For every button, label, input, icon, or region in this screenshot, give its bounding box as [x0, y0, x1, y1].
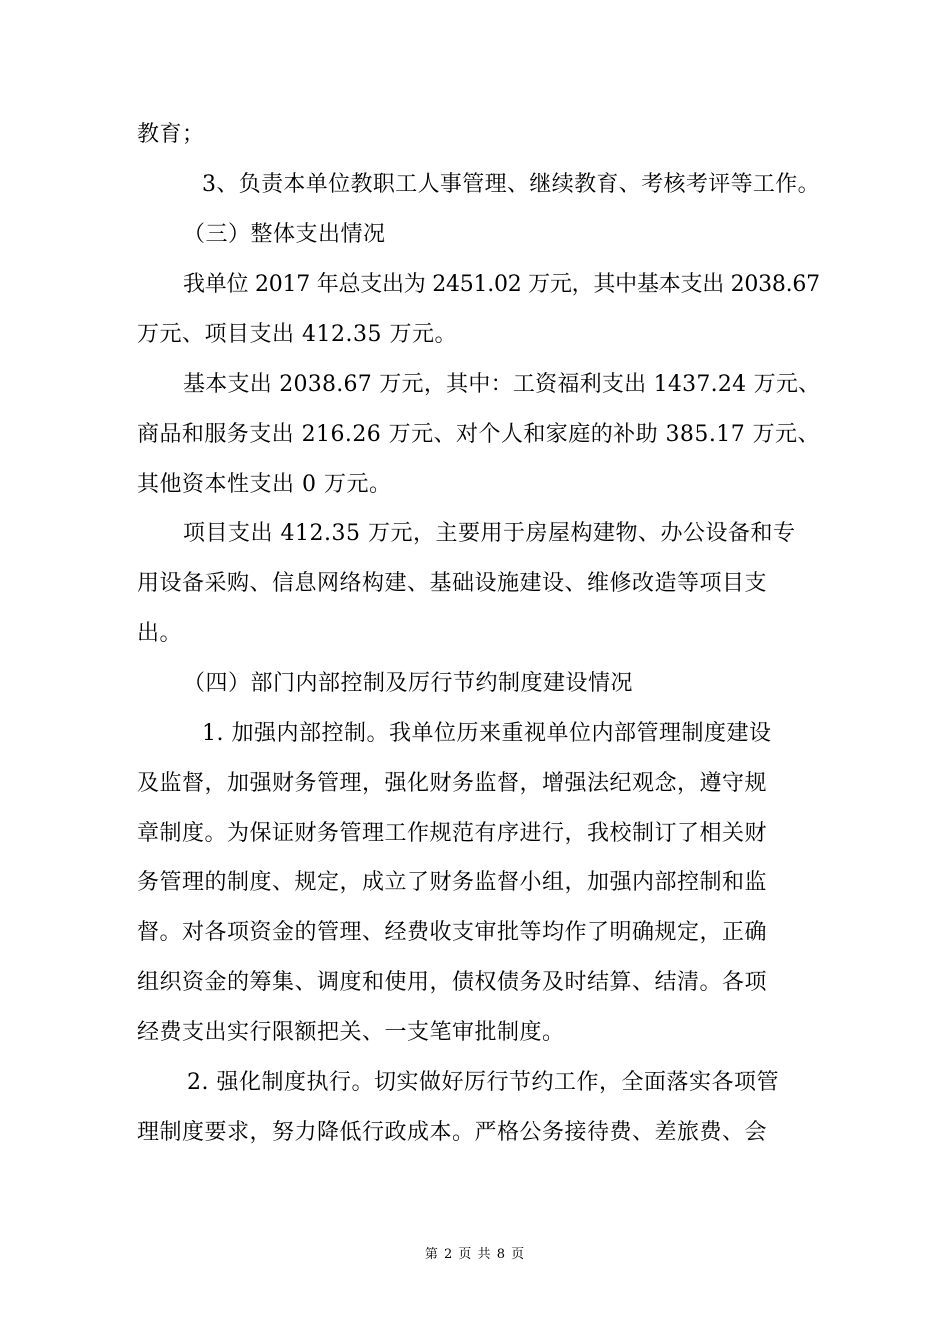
text-line: 其他资本性支出 0 万元。 [137, 472, 392, 497]
text-line: 务管理的制度、规定，成立了财务监督小组，加强内部控制和监 [137, 870, 768, 895]
text-line: 3、负责本单位教职工人事管理、继续教育、考核考评等工作。 [202, 172, 820, 197]
text-line: 我单位 2017 年总支出为 2451.02 万元，其中基本支出 2038.67 [183, 272, 820, 297]
section-heading: （四）部门内部控制及厉行节约制度建设情况 [183, 671, 634, 696]
page-number-footer: 第 2 页 共 8 页 [424, 1247, 526, 1262]
text-line: 万元、项目支出 412.35 万元。 [137, 322, 457, 347]
text-line: 及监督，加强财务管理，强化财务监督，增强法纪观念，遵守规 [137, 771, 768, 796]
text-line: 教育； [137, 122, 205, 147]
text-line: 经费支出实行限额把关、一支笔审批制度。 [137, 1020, 565, 1045]
text-line: 章制度。为保证财务管理工作规范有序进行，我校制订了相关财 [137, 821, 768, 846]
text-line: 1. 加强内部控制。我单位历来重视单位内部管理制度建设 [202, 721, 772, 746]
text-line: 商品和服务支出 216.26 万元、对个人和家庭的补助 385.17 万元、 [137, 422, 820, 447]
text-line: 理制度要求，努力降低行政成本。严格公务接待费、差旅费、会 [137, 1120, 768, 1145]
text-line: 组织资金的筹集、调度和使用，债权债务及时结算、结清。各项 [137, 970, 768, 995]
text-line: 用设备采购、信息网络构建、基础设施建设、维修改造等项目支 [137, 571, 768, 596]
text-line: 出。 [137, 621, 183, 646]
text-line: 项目支出 412.35 万元，主要用于房屋构建物、办公设备和专 [183, 521, 796, 546]
text-line: 基本支出 2038.67 万元，其中：工资福利支出 1437.24 万元、 [183, 372, 821, 397]
section-heading: （三）整体支出情况 [183, 222, 386, 247]
text-line: 督。对各项资金的管理、经费收支审批等均作了明确规定，正确 [137, 920, 768, 945]
text-line: 2. 强化制度执行。切实做好厉行节约工作，全面落实各项管 [187, 1070, 779, 1095]
